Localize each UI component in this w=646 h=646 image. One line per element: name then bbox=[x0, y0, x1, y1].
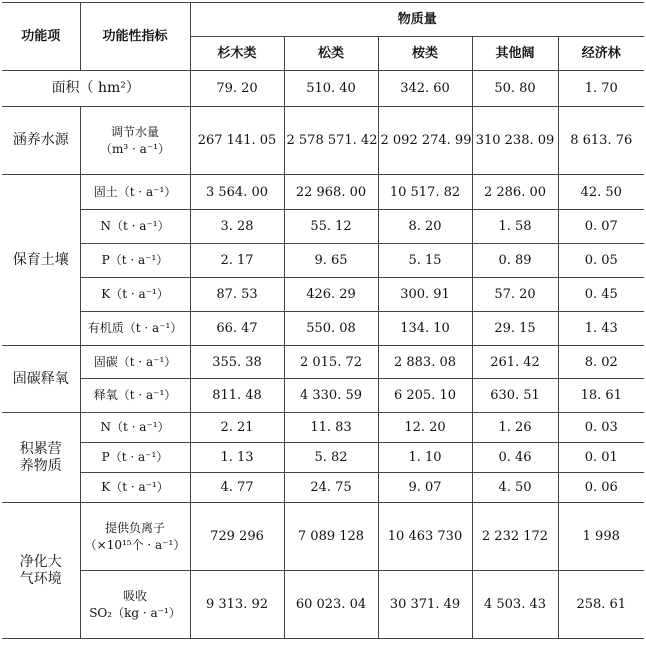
soil-value: 0. 89 bbox=[472, 244, 558, 278]
soil-value: 22 968. 00 bbox=[284, 175, 378, 210]
soil-value: 66. 47 bbox=[190, 312, 284, 346]
soil-indicator: N（t · a⁻¹） bbox=[80, 210, 190, 244]
header-species: 杉木类 bbox=[190, 37, 284, 71]
so2-value: 4 503. 43 bbox=[472, 571, 558, 639]
nutrient-indicator: N（t · a⁻¹） bbox=[80, 413, 190, 443]
nutrient-value: 11. 83 bbox=[284, 413, 378, 443]
nutrient-value: 4. 50 bbox=[472, 473, 558, 503]
soil-value: 9. 65 bbox=[284, 244, 378, 278]
nutrient-value: 0. 03 bbox=[558, 413, 644, 443]
carbon-value: 2 883. 08 bbox=[378, 346, 472, 379]
water-value: 267 141. 05 bbox=[190, 107, 284, 175]
water-indicator bbox=[80, 107, 190, 175]
soil-value: 2. 17 bbox=[190, 244, 284, 278]
so2-indicator-line1: 吸收 bbox=[122, 588, 147, 603]
ion-value: 7 089 128 bbox=[284, 503, 378, 571]
soil-value: 10 517. 82 bbox=[378, 175, 472, 210]
header-species: 松类 bbox=[284, 37, 378, 71]
nutrient-value: 12. 20 bbox=[378, 413, 472, 443]
nutrient-value: 1. 13 bbox=[190, 443, 284, 473]
nutrient-value: 0. 46 bbox=[472, 443, 558, 473]
ion-value: 2 232 172 bbox=[472, 503, 558, 571]
header-indicator: 功能性指标 bbox=[80, 3, 190, 71]
soil-value: 55. 12 bbox=[284, 210, 378, 244]
area-value: 1. 70 bbox=[558, 71, 644, 107]
so2-value: 60 023. 04 bbox=[284, 571, 378, 639]
nutrient-value: 0. 06 bbox=[558, 473, 644, 503]
water-value: 2 578 571. 42 bbox=[284, 107, 378, 175]
nutrient-category-line2: 养物质 bbox=[19, 457, 62, 474]
nutrient-value: 4. 77 bbox=[190, 473, 284, 503]
water-value: 310 238. 09 bbox=[472, 107, 558, 175]
carbon-value: 355. 38 bbox=[190, 346, 284, 379]
area-value: 50. 80 bbox=[472, 71, 558, 107]
ion-value: 10 463 730 bbox=[378, 503, 472, 571]
water-category: 涵养水源 bbox=[2, 107, 80, 175]
area-value: 79. 20 bbox=[190, 71, 284, 107]
carbon-value: 261. 42 bbox=[472, 346, 558, 379]
so2-indicator bbox=[80, 571, 190, 639]
so2-value: 9 313. 92 bbox=[190, 571, 284, 639]
soil-category: 保育土壤 bbox=[2, 175, 80, 346]
header-species: 经济林 bbox=[558, 37, 644, 71]
nutrient-value: 24. 75 bbox=[284, 473, 378, 503]
soil-value: 0. 05 bbox=[558, 244, 644, 278]
header-quantity: 物质量 bbox=[190, 3, 644, 37]
carbon-indicator: 固碳（t · a⁻¹） bbox=[80, 346, 190, 379]
nutrient-indicator: P（t · a⁻¹） bbox=[80, 443, 190, 473]
water-indicator-line2: （m³ · a⁻¹） bbox=[100, 141, 170, 156]
carbon-value: 2 015. 72 bbox=[284, 346, 378, 379]
ion-indicator-line1: 提供负离子 bbox=[104, 520, 165, 535]
water-value: 2 092 274. 99 bbox=[378, 107, 472, 175]
ecosystem-service-table bbox=[2, 2, 644, 639]
air-category-line2: 气环境 bbox=[19, 570, 62, 587]
so2-indicator-line2: SO₂（kg · a⁻¹） bbox=[89, 605, 181, 620]
so2-value: 30 371. 49 bbox=[378, 571, 472, 639]
carbon-value: 4 330. 59 bbox=[284, 379, 378, 413]
nutrient-indicator: K（t · a⁻¹） bbox=[80, 473, 190, 503]
soil-value: 1. 43 bbox=[558, 312, 644, 346]
water-indicator-line1: 调节水量 bbox=[110, 124, 159, 139]
area-value: 342. 60 bbox=[378, 71, 472, 107]
ion-indicator bbox=[80, 503, 190, 571]
carbon-value: 6 205. 10 bbox=[378, 379, 472, 413]
area-label: 面积（ hm²） bbox=[2, 71, 190, 107]
soil-value: 3. 28 bbox=[190, 210, 284, 244]
carbon-indicator: 释氧（t · a⁻¹） bbox=[80, 379, 190, 413]
nutrient-value: 9. 07 bbox=[378, 473, 472, 503]
nutrient-value: 1. 10 bbox=[378, 443, 472, 473]
soil-value: 550. 08 bbox=[284, 312, 378, 346]
carbon-value: 18. 61 bbox=[558, 379, 644, 413]
ion-value: 1 998 bbox=[558, 503, 644, 571]
soil-value: 1. 58 bbox=[472, 210, 558, 244]
soil-value: 5. 15 bbox=[378, 244, 472, 278]
ion-indicator-line2: （×10¹⁵个 · a⁻¹） bbox=[84, 537, 186, 552]
so2-value: 258. 61 bbox=[558, 571, 644, 639]
soil-value: 134. 10 bbox=[378, 312, 472, 346]
header-species: 桉类 bbox=[378, 37, 472, 71]
soil-value: 87. 53 bbox=[190, 278, 284, 312]
soil-value: 0. 45 bbox=[558, 278, 644, 312]
header-function: 功能项 bbox=[2, 3, 80, 71]
air-category-line1: 净化大 bbox=[19, 553, 62, 570]
nutrient-category bbox=[2, 413, 80, 503]
soil-value: 426. 29 bbox=[284, 278, 378, 312]
carbon-value: 811. 48 bbox=[190, 379, 284, 413]
header-species: 其他阔 bbox=[472, 37, 558, 71]
nutrient-category-line1: 积累营 bbox=[19, 440, 62, 457]
carbon-value: 630. 51 bbox=[472, 379, 558, 413]
nutrient-value: 1. 26 bbox=[472, 413, 558, 443]
soil-value: 300. 91 bbox=[378, 278, 472, 312]
soil-value: 57. 20 bbox=[472, 278, 558, 312]
soil-indicator: P（t · a⁻¹） bbox=[80, 244, 190, 278]
carbon-value: 8. 02 bbox=[558, 346, 644, 379]
soil-value: 3 564. 00 bbox=[190, 175, 284, 210]
soil-indicator: 固土（t · a⁻¹） bbox=[80, 175, 190, 210]
soil-value: 8. 20 bbox=[378, 210, 472, 244]
nutrient-value: 0. 01 bbox=[558, 443, 644, 473]
nutrient-value: 5. 82 bbox=[284, 443, 378, 473]
soil-value: 29. 15 bbox=[472, 312, 558, 346]
carbon-category: 固碳释氧 bbox=[2, 346, 80, 413]
soil-indicator: K（t · a⁻¹） bbox=[80, 278, 190, 312]
air-category bbox=[2, 503, 80, 639]
water-value: 8 613. 76 bbox=[558, 107, 644, 175]
soil-value: 2 286. 00 bbox=[472, 175, 558, 210]
soil-value: 0. 07 bbox=[558, 210, 644, 244]
ion-value: 729 296 bbox=[190, 503, 284, 571]
area-value: 510. 40 bbox=[284, 71, 378, 107]
soil-indicator: 有机质（t · a⁻¹） bbox=[80, 312, 190, 346]
nutrient-value: 2. 21 bbox=[190, 413, 284, 443]
soil-value: 42. 50 bbox=[558, 175, 644, 210]
